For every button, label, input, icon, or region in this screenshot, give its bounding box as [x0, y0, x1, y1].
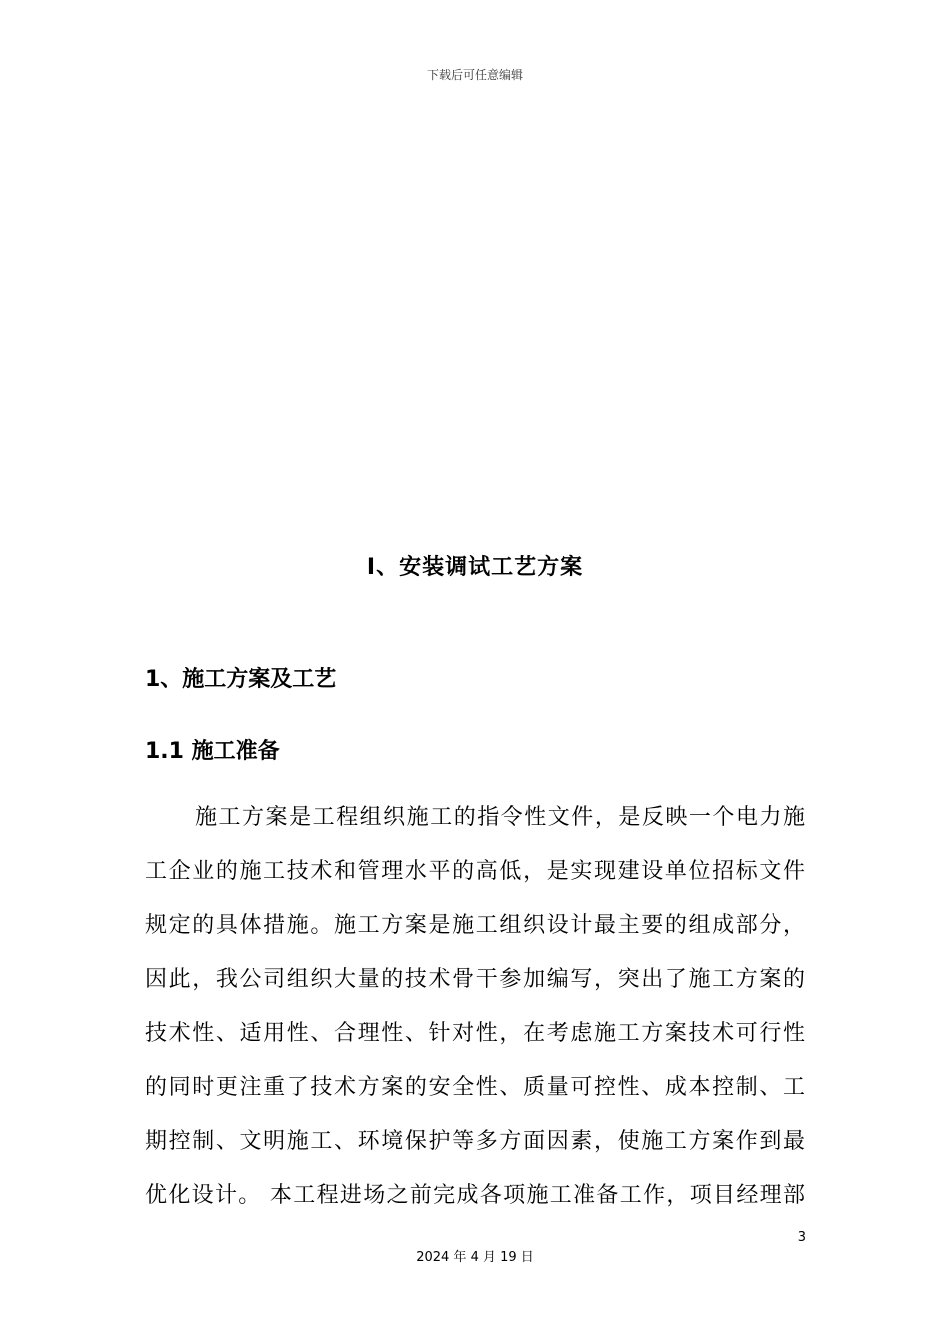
- paragraph-line: 规定的具体措施。施工方案是施工组织设计最主要的组成部分，: [145, 913, 805, 938]
- paragraph-line: 施工方案是工程组织施工的指令性文件，是反映一个电力施: [195, 805, 805, 830]
- section-title: Ⅰ、安装调试工艺方案: [366, 555, 584, 580]
- header-note: 下载后可任意编辑: [426, 68, 523, 82]
- paragraph-line: 技术性、适用性、合理性、针对性，在考虑施工方案技术可行性: [145, 1021, 805, 1046]
- heading-construction-plan: 1、施工方案及工艺: [145, 667, 337, 692]
- body-paragraph: [145, 800, 805, 1220]
- paragraph-line: 因此，我公司组织大量的技术骨干参加编写，突出了施工方案的: [145, 967, 805, 992]
- page-number: 3: [797, 1230, 806, 1245]
- paragraph-line: 工企业的施工技术和管理水平的高低，是实现建设单位招标文件: [145, 859, 805, 884]
- footer-date: 2024 年 4 月 19 日: [416, 1250, 534, 1265]
- paragraph-line: 优化设计。 本工程进场之前完成各项施工准备工作，项目经理部: [145, 1183, 805, 1208]
- heading-construction-preparation: 1.1 施工准备: [145, 739, 280, 764]
- paragraph-line: 期控制、文明施工、环境保护等多方面因素，使施工方案作到最: [145, 1129, 805, 1154]
- paragraph-line: 的同时更注重了技术方案的安全性、质量可控性、成本控制、工: [145, 1075, 805, 1100]
